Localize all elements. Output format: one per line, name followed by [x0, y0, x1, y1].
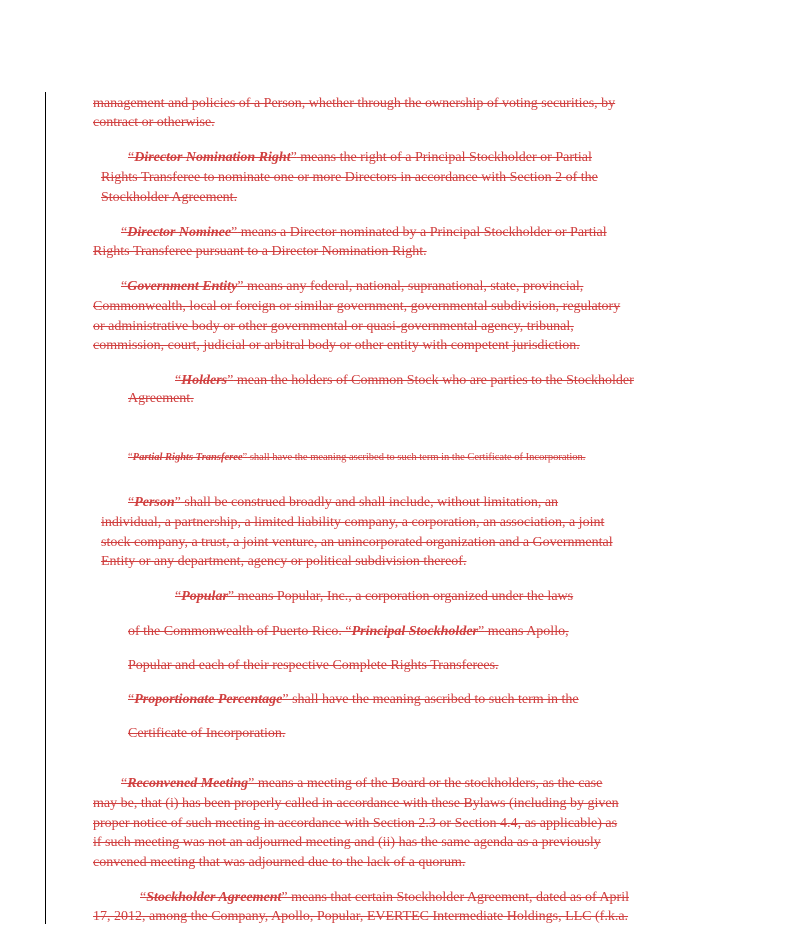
para-person-line3: stock company, a trust, a joint venture, an unincorporated organization and a Governmental [101, 535, 613, 550]
para-partial-rights-transferee: “Partial Rights Transferee” shall have the meaning ascribed to such term in the Certificate of Incorporation. [128, 452, 586, 463]
para-government-entity-line4: commission, court, judicial or arbitral body or other entity with competent jurisdiction. [93, 338, 580, 353]
para-government-entity-line3: or administrative body or other governmental or quasi-governmental agency, tribunal, [93, 319, 574, 334]
para-director-nominee-line1: “Director Nominee” means a Director nominated by a Principal Stockholder or Partial [121, 225, 607, 240]
para-control-continued-line2: contract or otherwise. [93, 115, 215, 130]
para-person-line2: individual, a partnership, a limited liability company, a corporation, an association, a joint [101, 515, 605, 530]
para-director-nomination-right-line2: Rights Transferee to nominate one or more Directors in accordance with Section 2 of the [101, 170, 598, 185]
text: or [435, 816, 455, 831]
text: , as applicable) as [517, 816, 618, 831]
para-control-continued-line1: management and policies of a Person, whether through the ownership of voting securities, by [93, 96, 616, 111]
defined-term: Reconvened Meeting [127, 776, 249, 791]
text: means Apollo, [484, 624, 569, 639]
text: shall have the meaning ascribed to such term in the Certificate of Incorporation. [247, 452, 586, 463]
para-person-line1: “Person” shall be construed broadly and shall include, without limitation, an [128, 495, 559, 510]
para-reconvened-meeting-line3 [93, 814, 617, 834]
para-director-nominee-line2: Rights Transferee pursuant to a Director Nomination Right. [93, 244, 427, 259]
defined-term: Principal Stockholder [351, 624, 478, 639]
para-person-line4: Entity or any department, agency or political subdivision thereof. [101, 554, 467, 569]
para-director-nomination-right-line1: “Director Nomination Right” means the right of a Principal Stockholder or Partial [128, 150, 592, 165]
para-holders-line2: Agreement. [128, 391, 194, 406]
para-stockholder-agreement-line1: “Stockholder Agreement” means that certain Stockholder Agreement, dated as of April [140, 890, 629, 905]
para-reconvened-meeting-line2: may be, that (i) has been properly called in accordance with these Bylaws (including by given [93, 796, 619, 811]
text: shall be construed broadly and shall include, without limitation, an [180, 495, 559, 510]
section-reference: Section 2.3 [372, 816, 436, 831]
text: means the right of a Principal Stockholder or Partial [296, 150, 592, 165]
text: shall have the meaning ascribed to such term in the [288, 692, 579, 707]
para-reconvened-meeting-line4: if such meeting was not an adjourned meeting and (ii) has the same agenda as a previously [93, 835, 601, 850]
defined-term: Proportionate Percentage [134, 692, 283, 707]
text: means a Director nominated by a Principal Stockholder or Partial [237, 225, 607, 240]
defined-term: Person [134, 495, 175, 510]
para-reconvened-meeting-line1: “Reconvened Meeting” means a meeting of the Board or the stockholders, as the case [121, 776, 603, 791]
defined-term: Government Entity [127, 279, 238, 294]
para-popular: “Popular” means Popular, Inc., a corporation organized under the laws [175, 589, 574, 604]
para-proportionate-percentage-cont: Certificate of Incorporation. [128, 726, 286, 741]
text: means Popular, Inc., a corporation organized under the laws [234, 589, 574, 604]
defined-term: Director Nomination Right [134, 150, 291, 165]
defined-term: Holders [181, 373, 228, 388]
para-holders-line1: “Holders” mean the holders of Common Stock who are parties to the Stockholder [175, 373, 634, 388]
text: proper notice of such meeting in accordance with [93, 816, 373, 831]
text: of the Commonwealth of Puerto Rico. [128, 624, 346, 639]
para-proportionate-percentage: “Proportionate Percentage” shall have the meaning ascribed to such term in the [128, 692, 579, 707]
text: means a meeting of the Board or the stockholders, as the case [254, 776, 603, 791]
para-director-nomination-right-line3: Stockholder Agreement. [101, 190, 238, 205]
section-reference: Section 4.4 [454, 816, 518, 831]
text: mean the holders of Common Stock who are parties to the Stockholder [233, 373, 634, 388]
para-principal-stockholder: of the Commonwealth of Puerto Rico. “Principal Stockholder” means Apollo, [128, 624, 569, 639]
para-reconvened-meeting-line5: convened meeting that was adjourned due to the lack of a quorum. [93, 855, 466, 870]
para-stockholder-agreement-line2: 17, 2012, among the Company, Apollo, Popular, EVERTEC Intermediate Holdings, LLC (f.k.a. [93, 909, 629, 924]
defined-term: Popular [181, 589, 228, 604]
defined-term: Stockholder Agreement [146, 890, 282, 905]
para-government-entity-line2: Commonwealth, local or foreign or similar government, governmental subdivision, regulatory [93, 299, 621, 314]
text: means that certain Stockholder Agreement, dated as of April [287, 890, 629, 905]
para-government-entity-line1: “Government Entity” means any federal, national, supranational, state, provincial, [121, 279, 584, 294]
para-principal-stockholder-cont: Popular and each of their respective Complete Rights Transferees. [128, 658, 499, 673]
text: means any federal, national, supranational, state, provincial, [243, 279, 584, 294]
defined-term: Director Nominee [127, 225, 232, 240]
defined-term: Partial Rights Transferee [132, 452, 243, 463]
